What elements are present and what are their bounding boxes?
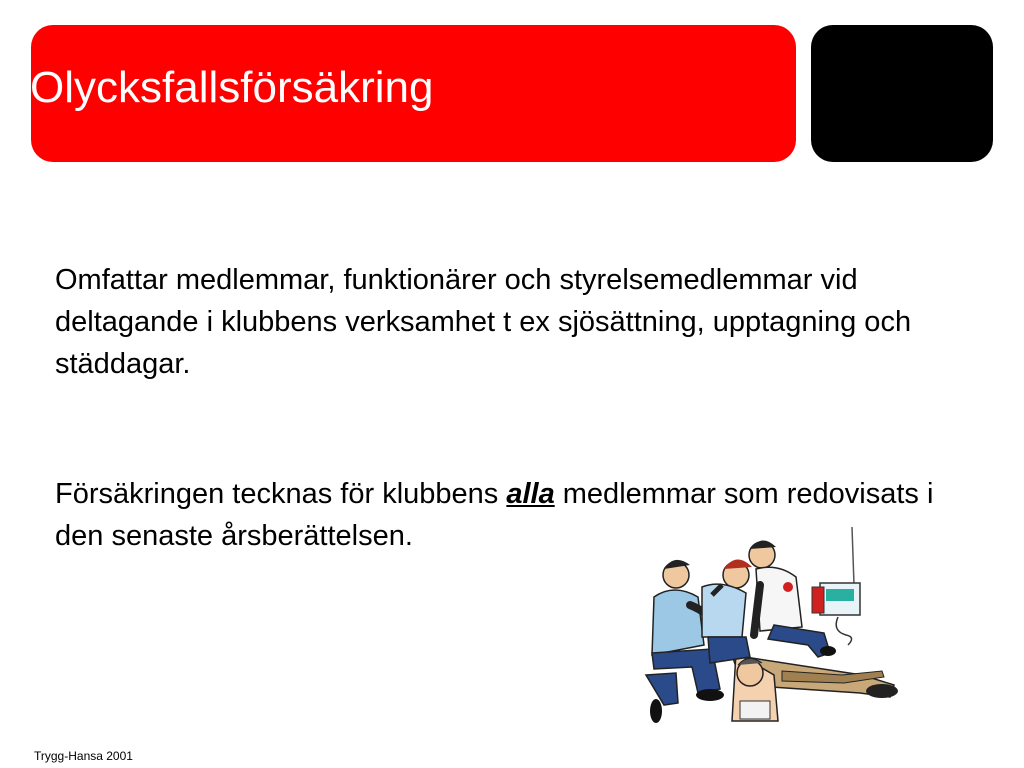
footer-text: Trygg-Hansa 2001 [34,749,133,763]
emphasis-word: alla [506,478,555,510]
paragraph-members-start: Försäkringen tecknas för klubbens [55,478,507,510]
paragraph-coverage: Omfattar medlemmar, funktionärer och styrelsemedlemmar vid deltagande i klubbens verksamhet t ex sjösättning, upptagning och städdagar. [55,264,912,380]
slide-title: Olycksfallsförsäkring [30,63,434,112]
paragraph-members-end: medlemmar som redovisats i den senaste årsberättelsen. [55,478,934,552]
first-aid-cpr-icon [632,525,902,725]
corner-logo-box [811,25,993,162]
